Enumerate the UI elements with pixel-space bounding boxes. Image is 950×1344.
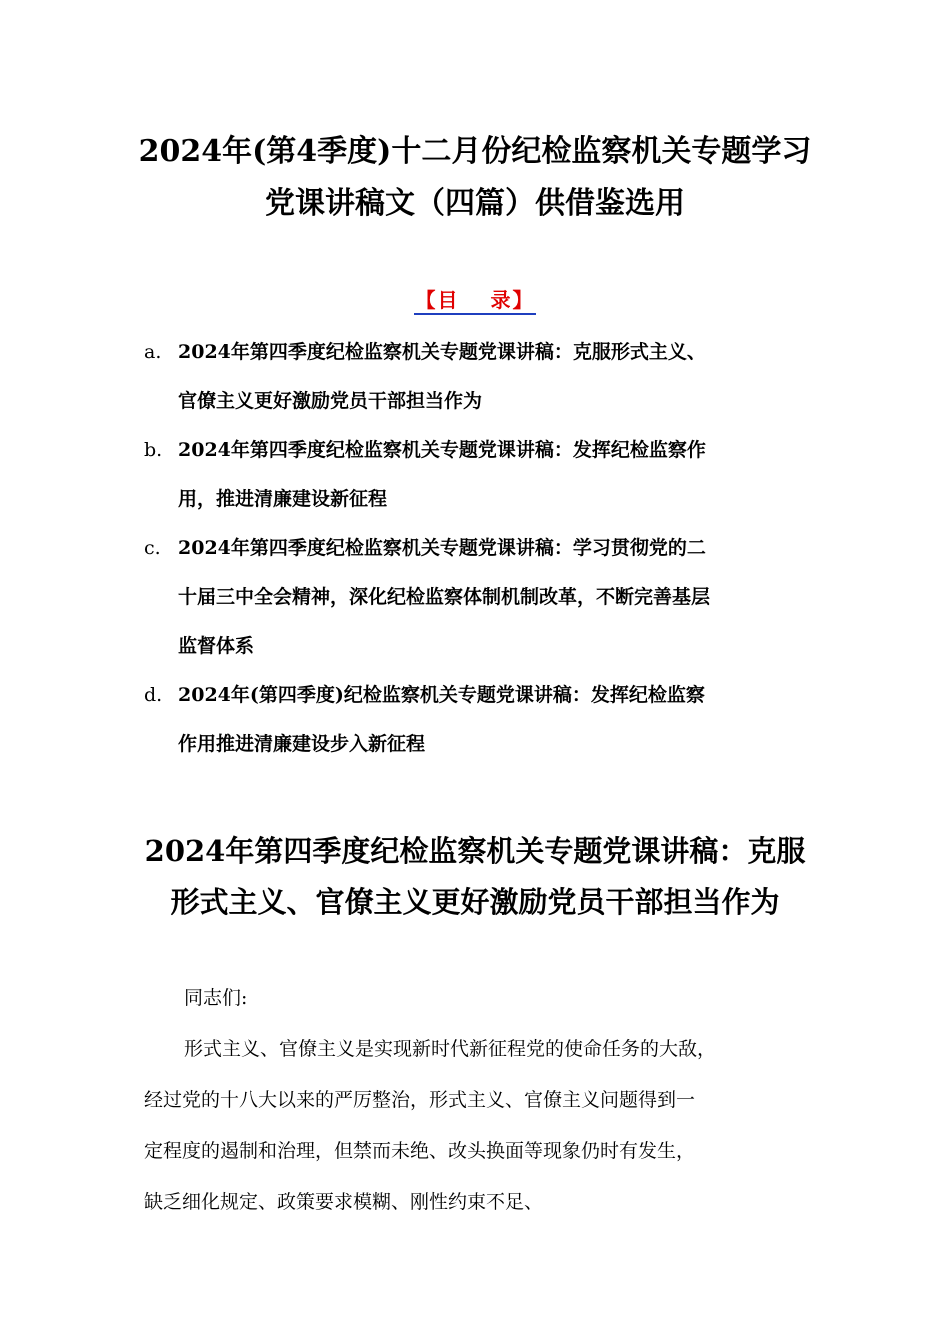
toc-marker: c. (144, 537, 161, 559)
toc-heading-link[interactable]: 【目 录】 (414, 288, 537, 315)
paragraph-line: 经过党的十八大以来的严厉整治，形式主义、官僚主义问题得到一 (144, 1089, 696, 1111)
paragraph-line: 定程度的遏制和治理，但禁而未绝、改头换面等现象仍时有发生， (144, 1140, 696, 1162)
table-of-contents (144, 328, 824, 769)
toc-item-line: 2024年(第四季度)纪检监察机关专题党课讲稿：发挥纪检监察 (178, 684, 705, 706)
paragraph-line: 形式主义、官僚主义是实现新时代新征程党的使命任务的大敌， (184, 1038, 717, 1060)
paragraph-line: 缺乏细化规定、政策要求模糊、刚性约束不足、 (144, 1191, 544, 1213)
toc-item-line: 用，推进清廉建设新征程 (178, 488, 388, 510)
title-line-1: 2024年(第4季度)十二月份纪检监察机关专题学习 (138, 134, 812, 169)
toc-item-line: 2024年第四季度纪检监察机关专题党课讲稿：发挥纪检监察作 (178, 439, 706, 461)
toc-item-line: 十届三中全会精神，深化纪检监察体制机制改革，不断完善基层 (178, 586, 711, 608)
toc-item-line: 2024年第四季度纪检监察机关专题党课讲稿：克服形式主义、 (178, 341, 706, 363)
toc-marker: b. (144, 439, 163, 461)
section-body (144, 973, 834, 1228)
toc-heading (0, 285, 950, 315)
toc-marker: a. (144, 341, 162, 363)
salutation: 同志们: (184, 987, 248, 1009)
toc-item-text (144, 328, 824, 426)
toc-item-d[interactable] (144, 671, 824, 769)
toc-item-line: 作用推进清廉建设步入新征程 (178, 733, 426, 755)
toc-item-c[interactable] (144, 524, 824, 671)
toc-item-line: 2024年第四季度纪检监察机关专题党课讲稿：学习贯彻党的二 (178, 537, 706, 559)
document-title (100, 126, 850, 230)
section-title-line-1: 2024年第四季度纪检监察机关专题党课讲稿：克服 (144, 834, 806, 868)
toc-marker: d. (144, 684, 163, 706)
section-title-line-2: 形式主义、官僚主义更好激励党员干部担当作为 (170, 885, 780, 919)
toc-item-line: 监督体系 (178, 635, 255, 657)
toc-item-b[interactable] (144, 426, 824, 524)
toc-item-text (144, 671, 824, 769)
toc-item-text (144, 426, 824, 524)
toc-item-text (144, 524, 824, 671)
title-line-2: 党课讲稿文（四篇）供借鉴选用 (265, 186, 685, 221)
toc-item-a[interactable] (144, 328, 824, 426)
section-title (100, 826, 850, 928)
toc-item-line: 官僚主义更好激励党员干部担当作为 (178, 390, 483, 412)
